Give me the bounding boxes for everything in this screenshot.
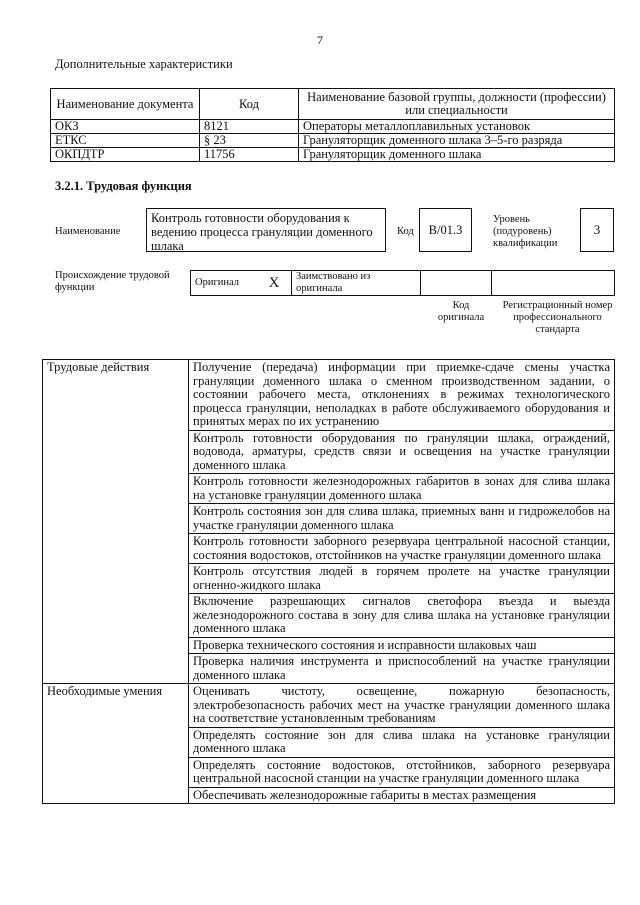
skill-item: Обеспечивать железнодорожные габариты в местах размещения [189,787,615,804]
doc-cell: ЕТКС [51,134,200,148]
code-cell: 11756 [200,148,299,162]
table-row [51,134,615,148]
code-cell: 8121 [200,120,299,134]
name-label: Наименование [55,226,121,237]
skills-label: Необходимые умения [43,684,189,804]
group-cell: Операторы металлоплавильных установок [299,120,615,134]
header-code: Код [200,89,299,120]
labor-action-item: Включение разрешающих сигналов светофора въезда и выезда железнодорожного состава в зону для слива шлака на установке грануляции доменного шлака [189,594,615,638]
labor-action-item: Контроль готовности оборудования по грануляции шлака, ограждений, водовода, арматуры, средств связи и освещения на участке грануляции доменного шлака [189,430,615,474]
code-cell: § 23 [200,134,299,148]
labor-action-item: Контроль отсутствия людей в горячем пролете на участке грануляции огненно-жидкого шлака [189,564,615,594]
reg-number-label: Регистрационный номер профессионального стандарта [502,300,613,335]
labor-action-item: Контроль готовности заборного резервуара центральной насосной станции, состояния водостоков, отстойников на участке грануляции доменного шлака [189,534,615,564]
header-doc-name: Наименование документа [51,89,200,120]
header-group-name: Наименование базовой группы, должности (профессии) или специальности [299,89,615,120]
table-row [43,360,615,431]
labor-actions-label: Трудовые действия [43,360,189,684]
reg-number-cell [492,271,615,296]
table-row [43,684,615,728]
code-label: Код [397,226,414,237]
level-label: Уровень (подуровень) квалификации [493,214,558,249]
origin-label: Происхождение трудовой функции [55,270,170,293]
doc-cell: ОКПДТР [51,148,200,162]
origin-table [190,270,615,296]
original-label: Оригинал [191,271,258,296]
origin-row [191,271,615,296]
labor-action-item: Контроль состояния зон для слива шлака, приемных ванн и гидрожелобов на участке грануляции доменного шлака [189,504,615,534]
table-header-row [51,89,615,120]
additional-characteristics-title: Дополнительные характеристики [55,57,233,71]
labor-actions-table [42,359,615,804]
labor-action-item: Проверка наличия инструмента и приспособлений на участке грануляции доменного шлака [189,654,615,684]
table-row [51,148,615,162]
borrowed-label: Заимствовано из оригинала [292,271,421,296]
skill-item: Определять состояние зон для слива шлака на установке грануляции доменного шлака [189,727,615,757]
function-code-box: В/01.3 [419,208,472,252]
table-row [51,120,615,134]
labor-action-item: Проверка технического состояния и исправности шлаковых чаш [189,637,615,654]
additional-characteristics-table [50,88,615,162]
labor-action-item: Контроль готовности железнодорожных габаритов в зонах для слива шлака на установке грануляции доменного шлака [189,474,615,504]
code-original-cell [421,271,492,296]
level-value-box: 3 [580,208,614,252]
labor-action-item: Получение (передача) информации при приемке-сдаче смены участка грануляции доменного шлака о сменном производственном задании, о состоянии рабочего места, отклонениях в режимах технологического процесса грануляции, неполадках в работе обслуживаемого оборудования и принятых мерах по их устранению [189,360,615,431]
group-cell: Грануляторщик доменного шлака 3–5-го разряда [299,134,615,148]
doc-cell: ОКЗ [51,120,200,134]
code-original-label: Код оригинала [437,300,485,323]
labor-function-title: 3.2.1. Трудовая функция [55,179,192,193]
group-cell: Грануляторщик доменного шлака [299,148,615,162]
skill-item: Определять состояние водостоков, отстойников, заборного резервуара центральной насосной станции на участке грануляции доменного шлака [189,757,615,787]
function-name-box: Контроль готовности оборудования к ведению процесса грануляции доменного шлака [146,208,386,252]
page-number: 7 [317,33,323,47]
original-mark: X [257,271,292,296]
skill-item: Оценивать чистоту, освещение, пожарную безопасность, электробезопасность рабочих мест на участке грануляции доменного шлака на соответствие установленным требованиям [189,684,615,728]
